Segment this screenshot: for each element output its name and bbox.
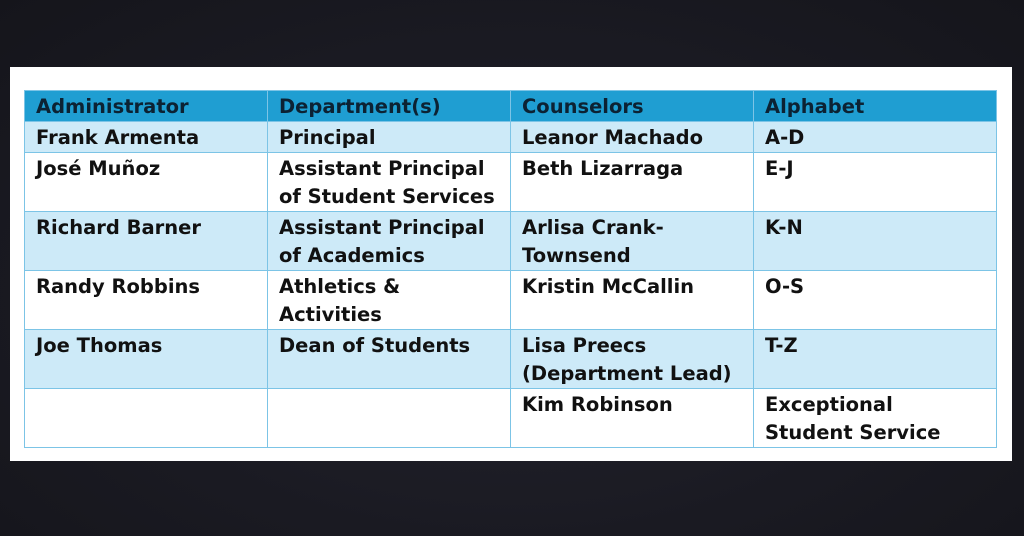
cell-department: Athletics & Activities [268,271,511,330]
cell-administrator: Randy Robbins [25,271,268,330]
cell-administrator: Richard Barner [25,212,268,271]
cell-alphabet: Exceptional Student Service [754,389,997,448]
header-administrator: Administrator [25,91,268,122]
slide-card [10,67,1012,461]
cell-counselor: Kristin McCallin [511,271,754,330]
cell-department [268,389,511,448]
cell-counselor: Beth Lizarraga [511,153,754,212]
cell-alphabet: A-D [754,122,997,153]
cell-alphabet: E-J [754,153,997,212]
cell-department: Assistant Principal of Academics [268,212,511,271]
cell-department: Assistant Principal of Student Services [268,153,511,212]
cell-alphabet: O-S [754,271,997,330]
cell-counselor: Arlisa Crank-Townsend [511,212,754,271]
cell-administrator [25,389,268,448]
table-row [25,212,997,271]
cell-alphabet: T-Z [754,330,997,389]
cell-counselor: Leanor Machado [511,122,754,153]
cell-department: Dean of Students [268,330,511,389]
table-row [25,330,997,389]
cell-alphabet: K-N [754,212,997,271]
cell-administrator: José Muñoz [25,153,268,212]
table-row [25,389,997,448]
header-counselors: Counselors [511,91,754,122]
table-row [25,271,997,330]
cell-department: Principal [268,122,511,153]
table-row [25,153,997,212]
header-alphabet: Alphabet [754,91,997,122]
table-row [25,122,997,153]
table-header-row [25,91,997,122]
cell-administrator: Frank Armenta [25,122,268,153]
cell-administrator: Joe Thomas [25,330,268,389]
header-departments: Department(s) [268,91,511,122]
cell-counselor: Lisa Preecs (Department Lead) [511,330,754,389]
cell-counselor: Kim Robinson [511,389,754,448]
staff-table [24,90,997,448]
